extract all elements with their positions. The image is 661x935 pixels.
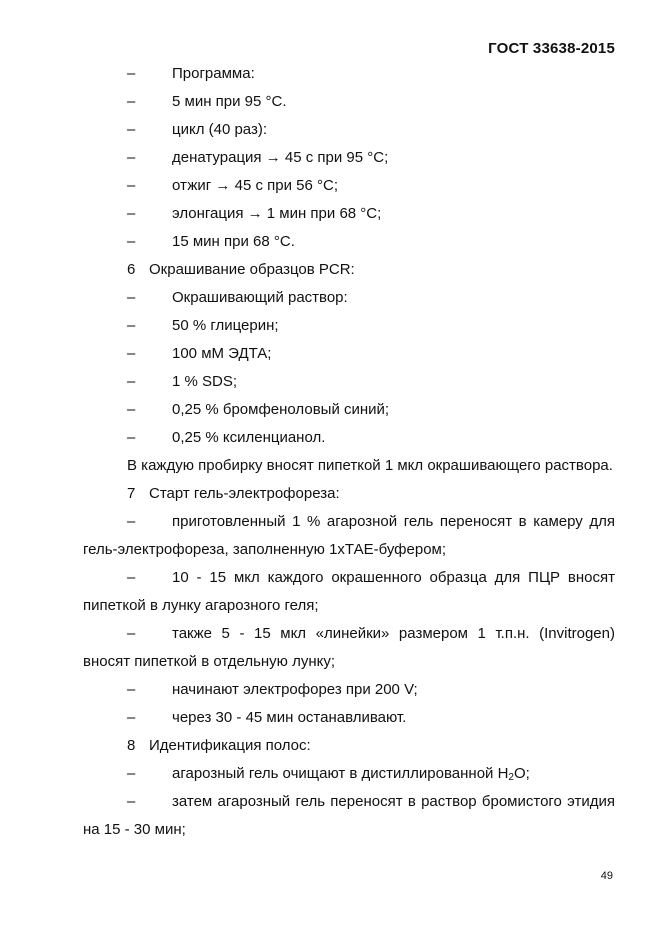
dash: – — [127, 65, 136, 82]
list-item: – 50 % глицерин; — [83, 312, 615, 340]
list-item: – Программа: — [83, 60, 615, 88]
paragraph: В каждую пробирку вносят пипеткой 1 мкл окрашивающего раствора. — [127, 457, 613, 474]
page-content — [83, 60, 615, 844]
dash: – — [127, 513, 136, 530]
dash: – — [127, 709, 136, 726]
dash: – — [127, 765, 136, 782]
document-code: ГОСТ 33638-2015 — [488, 40, 615, 57]
dash: – — [127, 625, 136, 642]
dash: – — [127, 121, 136, 138]
list-item: – также 5 - 15 мкл «линейки» размером 1 т.п.н. (Invitrogen) вносят пипеткой в отдельную лунку; — [83, 620, 615, 676]
section-heading: 7 Старт гель-электрофореза: — [127, 485, 340, 502]
page-number: 49 — [600, 870, 613, 882]
dash: – — [127, 177, 136, 194]
list-item: – цикл (40 раз): — [83, 116, 615, 144]
dash: – — [127, 401, 136, 418]
list-item: – приготовленный 1 % агарозной гель переносят в камеру для гель-электрофореза, заполненную 1хТАЕ-буфером; — [83, 508, 615, 564]
list-item: – денатурация → 45 с при 95 °С; — [83, 144, 615, 172]
list-item: – 100 мМ ЭДТА; — [83, 340, 615, 368]
dash: – — [127, 373, 136, 390]
section-heading: 6 Окрашивание образцов PCR: — [127, 261, 355, 278]
dash: – — [127, 233, 136, 250]
list-item: – отжиг → 45 с при 56 °С; — [83, 172, 615, 200]
list-item: – 1 % SDS; — [83, 368, 615, 396]
dash: – — [127, 289, 136, 306]
list-item: – 0,25 % бромфеноловый синий; — [83, 396, 615, 424]
list-item: – через 30 - 45 мин останавливают. — [83, 704, 615, 732]
list-item: – 0,25 % ксиленцианол. — [83, 424, 615, 452]
list-item: – 10 - 15 мкл каждого окрашенного образца для ПЦР вносят пипеткой в лунку агарозного геля; — [83, 564, 615, 620]
dash: – — [127, 569, 136, 586]
dash: – — [127, 681, 136, 698]
list-item: – элонгация → 1 мин при 68 °С; — [83, 200, 615, 228]
list-item: – Окрашивающий раствор: — [83, 284, 615, 312]
dash: – — [127, 429, 136, 446]
list-item: – затем агарозный гель переносят в раствор бромистого этидия на 15 - 30 мин; — [83, 788, 615, 844]
section-heading: 8 Идентификация полос: — [127, 737, 311, 754]
list-item: – 5 мин при 95 °С. — [83, 88, 615, 116]
dash: – — [127, 345, 136, 362]
list-item: – агарозный гель очищают в дистиллированной $H_2O$; — [83, 760, 615, 788]
list-item: – 15 мин при 68 °С. — [83, 228, 615, 256]
dash: – — [127, 793, 136, 810]
list-item: – начинают электрофорез при 200 V; — [83, 676, 615, 704]
dash: – — [127, 317, 136, 334]
dash: – — [127, 205, 136, 222]
dash: – — [127, 93, 136, 110]
dash: – — [127, 149, 136, 166]
